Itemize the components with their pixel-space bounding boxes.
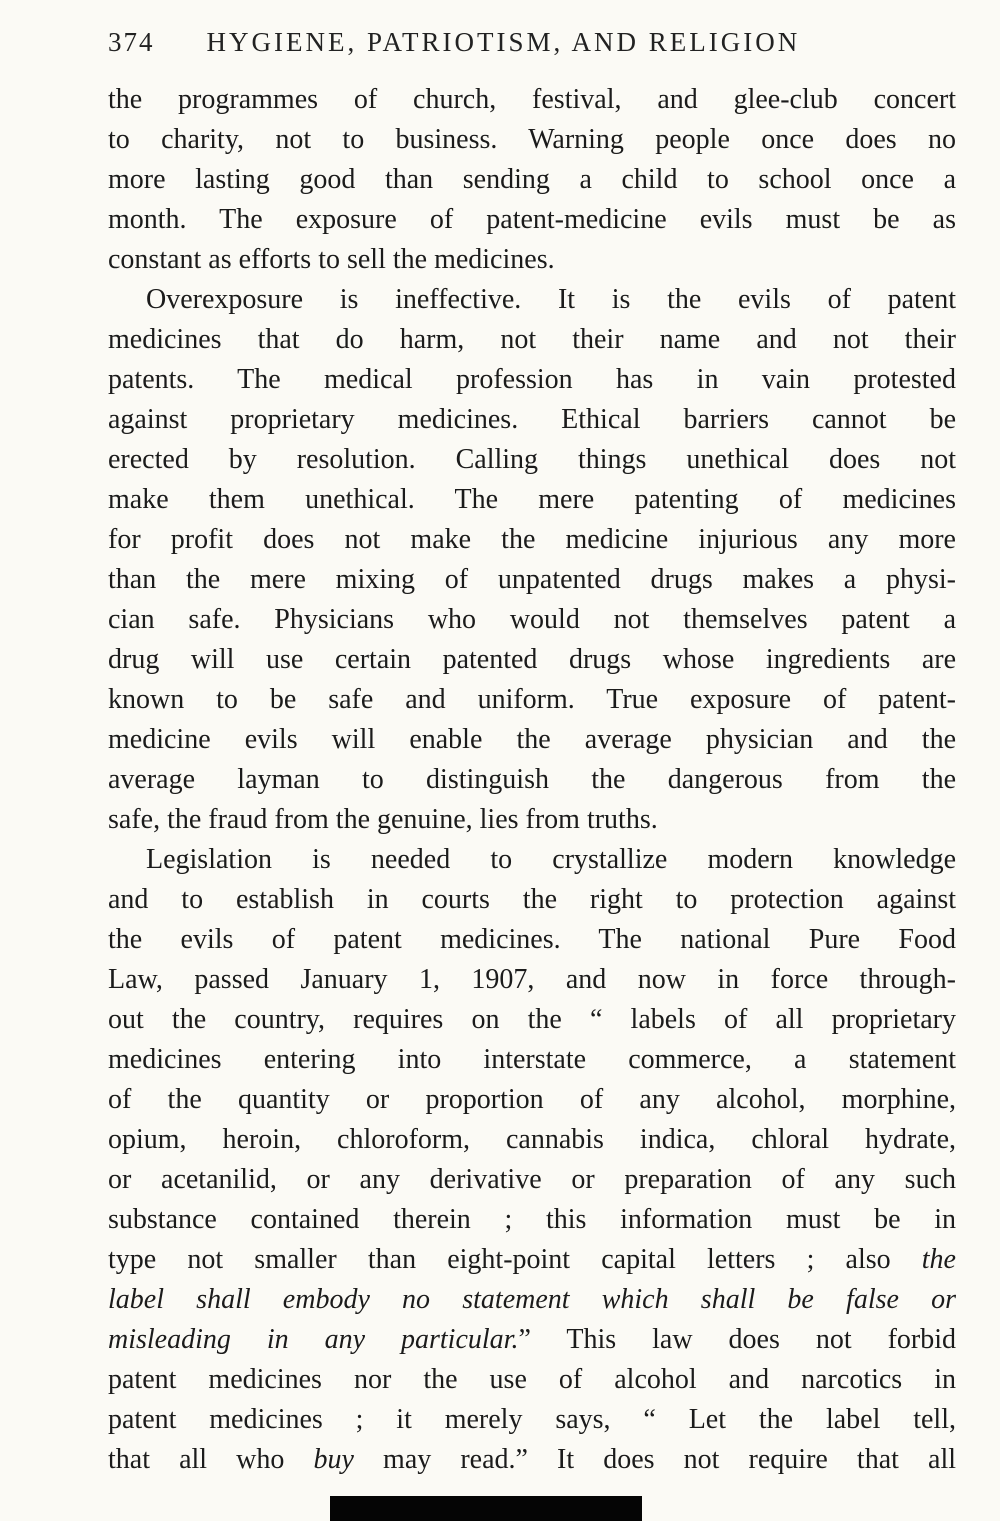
text-line: the evils of patent medicines. The national Pure Food (108, 924, 956, 955)
text-line: and to establish in courts the right to protection against (108, 884, 956, 915)
text-line: type not smaller than eight-point capital letters ; also the (108, 1244, 956, 1275)
text-line: substance contained therein ; this information must be in (108, 1204, 956, 1235)
text-line: patent medicines nor the use of alcohol and narcotics in (108, 1364, 956, 1395)
text-line: Law, passed January 1, 1907, and now in force through- (108, 964, 956, 995)
text-line: that all who buy may read.” It does not require that all (108, 1444, 956, 1475)
text-line: average layman to distinguish the dangerous from the (108, 764, 956, 795)
text-line: erected by resolution. Calling things unethical does not (108, 444, 956, 475)
text-line: patents. The medical profession has in vain protested (108, 364, 956, 395)
text-line: against proprietary medicines. Ethical barriers cannot be (108, 404, 956, 435)
text-line: constant as efforts to sell the medicines. (108, 244, 555, 275)
text-line: Legislation is needed to crystallize modern knowledge (146, 844, 956, 875)
running-header (108, 22, 956, 62)
text-line: than the mere mixing of unpatented drugs makes a physi- (108, 564, 956, 595)
page-number: 374 (108, 27, 155, 57)
text-line: label shall embody no statement which shall be false or (108, 1284, 956, 1315)
text-line: medicines that do harm, not their name and not their (108, 324, 956, 355)
text-line: misleading in any particular.” This law does not forbid (108, 1324, 956, 1355)
text-line: known to be safe and uniform. True exposure of patent- (108, 684, 956, 715)
text-line: month. The exposure of patent-medicine evils must be as (108, 204, 956, 235)
text-line: patent medicines ; it merely says, “ Let the label tell, (108, 1404, 956, 1435)
text-line: Overexposure is ineffective. It is the evils of patent (146, 284, 956, 315)
text-line: for profit does not make the medicine injurious any more (108, 524, 956, 555)
page-content (108, 22, 956, 1480)
text-line: cian safe. Physicians who would not themselves patent a (108, 604, 956, 635)
page-title: HYGIENE, PATRIOTISM, AND RELIGION (206, 27, 801, 57)
text-line: medicines entering into interstate commerce, a statement (108, 1044, 956, 1075)
page-body (108, 80, 956, 1480)
text-line: the programmes of church, festival, and glee-club concert (108, 84, 956, 115)
text-line: drug will use certain patented drugs whose ingredients are (108, 644, 956, 675)
text-line: opium, heroin, chloroform, cannabis indica, chloral hydrate, (108, 1124, 956, 1155)
text-line: to charity, not to business. Warning people once does no (108, 124, 956, 155)
scan-artifact-bar (330, 1496, 642, 1521)
text-line: safe, the fraud from the genuine, lies from truths. (108, 804, 658, 835)
text-line: more lasting good than sending a child to school once a (108, 164, 956, 195)
text-line: out the country, requires on the “ labels of all proprietary (108, 1004, 956, 1035)
text-line: medicine evils will enable the average physician and the (108, 724, 956, 755)
text-line: make them unethical. The mere patenting of medicines (108, 484, 956, 515)
text-line: or acetanilid, or any derivative or preparation of any such (108, 1164, 956, 1195)
text-line: of the quantity or proportion of any alcohol, morphine, (108, 1084, 956, 1115)
